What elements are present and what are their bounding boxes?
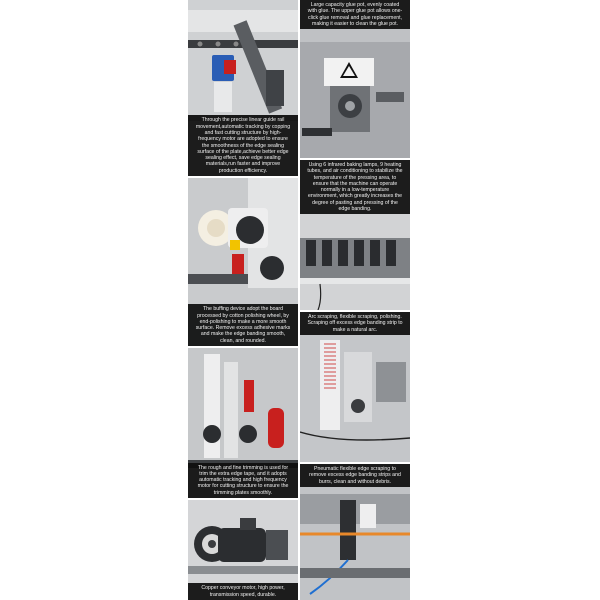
pneumatic-caption: Pneumatic flexible edge scraping to remove excess edge banding strips and burrs, clean and without debris. [300,464,410,487]
photo-heating [300,160,410,310]
scraping-caption: Arc scraping, flexible scraping, polishing. Scraping off excess edge banding strip to make a natural arc. [300,312,410,335]
heating-caption: Using 6 infrared baking lamps, 9 heating tubes, and air conditioning to stabilize the temperature of the pressing area, to ensure that the machine can operate normally in a low-temperature environment, which greatly increases the degree of pasting and pressing of the edge banding. [300,160,410,214]
motor-caption: Copper conveyor motor, high power, transmission speed, durable. [188,583,298,600]
buffing-caption: The buffing device adopt the board processed by cotton polishing wheel, by end-polishing to make a more smooth surface. Remove excess adhesive marks and make the edge banding smooth, clean, and rounded. [188,304,298,346]
photo-glue-pot [300,0,410,158]
trimming-caption: The rough and fine trimming is used for trim the extra edge tape, and it adopts automatic tracking and high frequency motor for cutting structure to ensure the trimming plates smoothly. [188,463,298,498]
photo-trimming [188,348,298,498]
guide-rail-caption: Through the precise linear guide rail movement,automatic tracking by copping and fast cutting structure by high-frequency motor are adopted to ensure the smoothness of the edge sealing surface of the plate,achieve better edge sealing effect, save edge sealing materials,run faster and improve production efficiency. [188,115,298,176]
photo-motor [188,500,298,600]
glue-pot-caption: Large capacity glue pot, evenly coated with glue. The upper glue pot allows one-click glue removal and glue replacement, making it easier to clean the glue pot. [300,0,410,29]
photo-guide-rail [188,0,298,176]
photo-buffing [188,178,298,346]
photo-pneumatic [300,464,410,600]
photo-scraping [300,312,410,462]
